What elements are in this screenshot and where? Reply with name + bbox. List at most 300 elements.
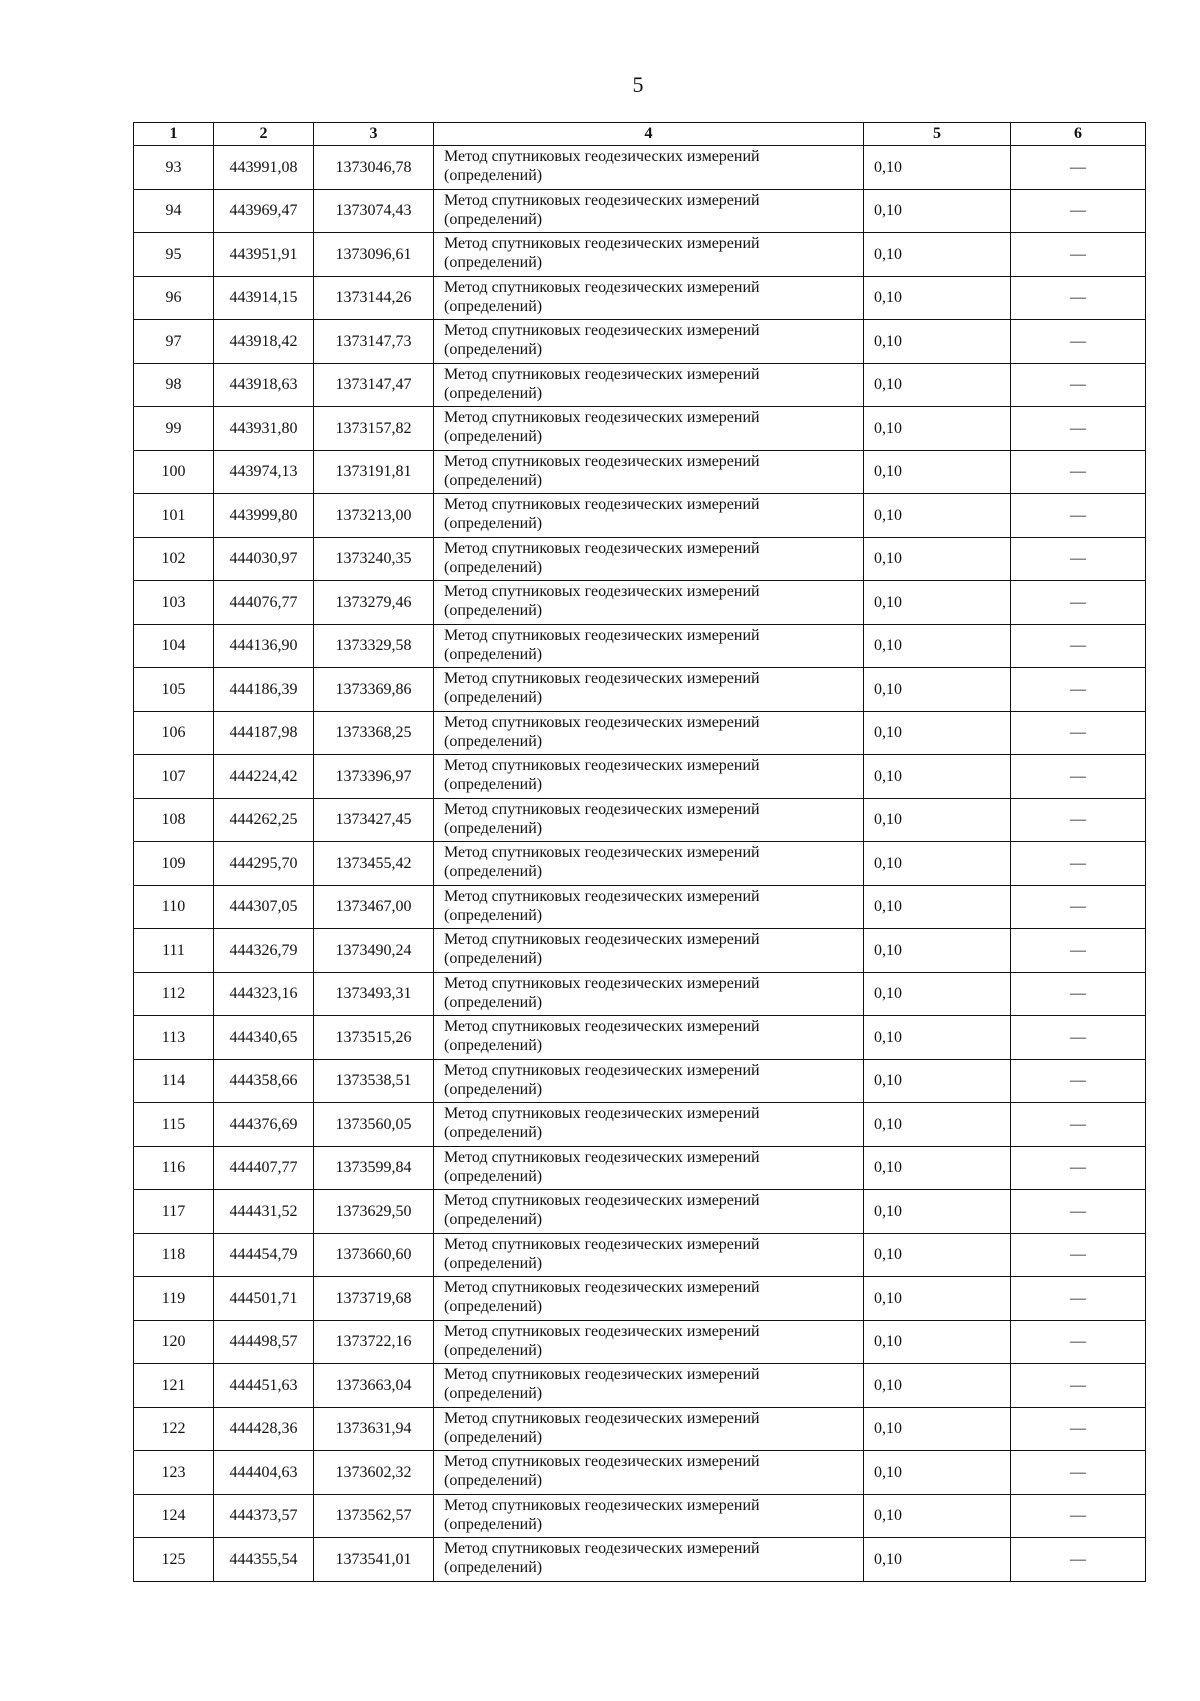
coordinate-y: 1373240,35: [314, 537, 434, 581]
method-text-line2: (определений): [444, 1341, 543, 1359]
accuracy-value: 0,10: [864, 450, 1011, 494]
coordinate-x: 443951,91: [214, 233, 314, 277]
table-row: [134, 494, 1146, 538]
method-cell: [434, 1364, 864, 1408]
column-header-5: 5: [864, 123, 1011, 146]
method-cell: [434, 1277, 864, 1321]
method-text-line2: (определений): [444, 558, 543, 576]
accuracy-value: 0,10: [864, 1190, 1011, 1234]
table-header: [134, 123, 1146, 146]
accuracy-value: 0,10: [864, 363, 1011, 407]
method-cell: [434, 842, 864, 886]
note-dash: —: [1011, 842, 1146, 886]
table-row: [134, 711, 1146, 755]
coordinate-y: 1373663,04: [314, 1364, 434, 1408]
coordinate-y: 1373046,78: [314, 146, 434, 190]
method-text-line1: Метод спутниковых геодезических измерений: [444, 1105, 760, 1122]
note-dash: —: [1011, 929, 1146, 973]
method-cell: [434, 1538, 864, 1582]
coordinate-x: 444498,57: [214, 1320, 314, 1364]
coordinate-x: 444451,63: [214, 1364, 314, 1408]
table-row: [134, 1190, 1146, 1234]
coordinate-y: 1373490,24: [314, 929, 434, 973]
note-dash: —: [1011, 320, 1146, 364]
point-number: 109: [134, 842, 214, 886]
method-text-line1: Метод спутниковых геодезических измерений: [444, 1322, 760, 1340]
method-text-line2: (определений): [444, 906, 543, 924]
method-text-line1: Метод спутниковых геодезических измерений: [444, 452, 760, 470]
coordinate-x: 444187,98: [214, 711, 314, 755]
point-number: 120: [134, 1320, 214, 1364]
accuracy-value: 0,10: [864, 1103, 1011, 1147]
method-cell: [434, 1190, 864, 1234]
coordinate-y: 1373191,81: [314, 450, 434, 494]
accuracy-value: 0,10: [864, 798, 1011, 842]
point-number: 94: [134, 189, 214, 233]
coordinate-x: 443991,08: [214, 146, 314, 190]
point-number: 119: [134, 1277, 214, 1321]
table-row: [134, 581, 1146, 625]
coordinate-x: 443918,42: [214, 320, 314, 364]
coordinate-y: 1373147,47: [314, 363, 434, 407]
note-dash: —: [1011, 494, 1146, 538]
point-number: 102: [134, 537, 214, 581]
method-cell: [434, 450, 864, 494]
method-cell: [434, 668, 864, 712]
accuracy-value: 0,10: [864, 1407, 1011, 1451]
coordinate-y: 1373493,31: [314, 972, 434, 1016]
coordinate-x: 444340,65: [214, 1016, 314, 1060]
table-row: [134, 798, 1146, 842]
coordinate-x: 444431,52: [214, 1190, 314, 1234]
method-cell: [434, 1494, 864, 1538]
method-text-line1: Метод спутниковых геодезических измерений: [444, 1192, 760, 1209]
method-text-line1: Метод спутниковых геодезических измерений: [444, 539, 760, 557]
coordinate-y: 1373396,97: [314, 755, 434, 799]
method-text-line2: (определений): [444, 471, 543, 489]
accuracy-value: 0,10: [864, 1233, 1011, 1277]
table-row: [134, 407, 1146, 451]
note-dash: —: [1011, 450, 1146, 494]
table-row: [134, 363, 1146, 407]
accuracy-value: 0,10: [864, 320, 1011, 364]
method-text-line2: (определений): [444, 384, 543, 402]
method-text-line1: Метод спутниковых геодезических измерений: [444, 800, 760, 818]
table-row: [134, 1451, 1146, 1495]
note-dash: —: [1011, 668, 1146, 712]
note-dash: —: [1011, 1407, 1146, 1451]
point-number: 114: [134, 1059, 214, 1103]
coordinate-y: 1373562,57: [314, 1494, 434, 1538]
coordinate-y: 1373157,82: [314, 407, 434, 451]
coordinate-y: 1373541,01: [314, 1538, 434, 1582]
method-text-line2: (определений): [444, 210, 543, 228]
point-number: 125: [134, 1538, 214, 1582]
method-text-line2: (определений): [444, 1124, 543, 1141]
note-dash: —: [1011, 1233, 1146, 1277]
coordinate-x: 444373,57: [214, 1494, 314, 1538]
note-dash: —: [1011, 1190, 1146, 1234]
accuracy-value: 0,10: [864, 624, 1011, 668]
note-dash: —: [1011, 581, 1146, 625]
table-row: [134, 1494, 1146, 1538]
note-dash: —: [1011, 711, 1146, 755]
coordinate-y: 1373560,05: [314, 1103, 434, 1147]
column-header-6: 6: [1011, 123, 1146, 146]
point-number: 110: [134, 885, 214, 929]
table-row: [134, 1233, 1146, 1277]
method-text-line2: (определений): [444, 602, 543, 619]
point-number: 101: [134, 494, 214, 538]
coordinate-y: 1373631,94: [314, 1407, 434, 1451]
column-header-4: 4: [434, 123, 864, 146]
coordinate-y: 1373719,68: [314, 1277, 434, 1321]
note-dash: —: [1011, 1364, 1146, 1408]
coordinate-x: 444501,71: [214, 1277, 314, 1321]
note-dash: —: [1011, 1494, 1146, 1538]
method-cell: [434, 494, 864, 538]
table-row: [134, 146, 1146, 190]
table-row: [134, 276, 1146, 320]
point-number: 123: [134, 1451, 214, 1495]
point-number: 105: [134, 668, 214, 712]
accuracy-value: 0,10: [864, 1059, 1011, 1103]
table-row: [134, 1016, 1146, 1060]
table-row: [134, 1103, 1146, 1147]
point-number: 113: [134, 1016, 214, 1060]
method-text-line2: (определений): [444, 863, 543, 880]
coordinate-x: 443969,47: [214, 189, 314, 233]
coordinate-x: 444136,90: [214, 624, 314, 668]
table-body: [134, 146, 1146, 1582]
point-number: 96: [134, 276, 214, 320]
coordinate-y: 1373455,42: [314, 842, 434, 886]
note-dash: —: [1011, 1146, 1146, 1190]
method-cell: [434, 1233, 864, 1277]
coordinate-x: 444428,36: [214, 1407, 314, 1451]
method-text-line2: (определений): [444, 341, 543, 358]
table-row: [134, 972, 1146, 1016]
accuracy-value: 0,10: [864, 755, 1011, 799]
accuracy-value: 0,10: [864, 1016, 1011, 1060]
coordinate-x: 444404,63: [214, 1451, 314, 1495]
method-text-line2: (определений): [444, 297, 543, 315]
method-text-line2: (определений): [444, 428, 543, 445]
note-dash: —: [1011, 407, 1146, 451]
method-text-line2: (определений): [444, 1254, 543, 1272]
method-text-line2: (определений): [444, 1559, 543, 1576]
note-dash: —: [1011, 755, 1146, 799]
note-dash: —: [1011, 1277, 1146, 1321]
coordinate-y: 1373074,43: [314, 189, 434, 233]
method-text-line1: Метод спутниковых геодезических измерений: [444, 974, 760, 992]
accuracy-value: 0,10: [864, 189, 1011, 233]
coordinate-y: 1373144,26: [314, 276, 434, 320]
accuracy-value: 0,10: [864, 537, 1011, 581]
method-text-line1: Метод спутниковых геодезических измерений: [444, 1061, 760, 1079]
coordinate-y: 1373427,45: [314, 798, 434, 842]
method-text-line1: Метод спутниковых геодезических измерений: [444, 278, 760, 296]
method-text-line1: Метод спутниковых геодезических измерений: [444, 844, 760, 861]
method-cell: [434, 1016, 864, 1060]
method-cell: [434, 320, 864, 364]
page-number: 5: [632, 72, 644, 97]
note-dash: —: [1011, 363, 1146, 407]
note-dash: —: [1011, 1538, 1146, 1582]
method-cell: [434, 1320, 864, 1364]
note-dash: —: [1011, 537, 1146, 581]
coordinate-y: 1373096,61: [314, 233, 434, 277]
coordinate-x: 444262,25: [214, 798, 314, 842]
method-text-line1: Метод спутниковых геодезических измерений: [444, 1540, 760, 1557]
point-number: 107: [134, 755, 214, 799]
method-cell: [434, 537, 864, 581]
method-text-line2: (определений): [444, 1167, 543, 1185]
point-number: 95: [134, 233, 214, 277]
coordinate-x: 444326,79: [214, 929, 314, 973]
column-header-1: 1: [134, 123, 214, 146]
method-text-line2: (определений): [444, 776, 543, 793]
table-row: [134, 1407, 1146, 1451]
coordinate-x: 443999,80: [214, 494, 314, 538]
note-dash: —: [1011, 1320, 1146, 1364]
method-cell: [434, 276, 864, 320]
method-text-line1: Метод спутниковых геодезических измерений: [444, 1409, 760, 1427]
method-text-line1: Метод спутниковых геодезических измерений: [444, 626, 760, 644]
column-header-3: 3: [314, 123, 434, 146]
note-dash: —: [1011, 146, 1146, 190]
table-row: [134, 1538, 1146, 1582]
coordinate-x: 444358,66: [214, 1059, 314, 1103]
method-text-line1: Метод спутниковых геодезических измерений: [444, 1148, 760, 1166]
method-text-line1: Метод спутниковых геодезических измерений: [444, 1279, 760, 1296]
accuracy-value: 0,10: [864, 1451, 1011, 1495]
method-text-line1: Метод спутниковых геодезических измерений: [444, 496, 760, 513]
method-text-line1: Метод спутниковых геодезических измерений: [444, 931, 760, 948]
coordinate-x: 444407,77: [214, 1146, 314, 1190]
method-cell: [434, 407, 864, 451]
method-cell: [434, 146, 864, 190]
coordinate-y: 1373599,84: [314, 1146, 434, 1190]
coordinate-x: 444454,79: [214, 1233, 314, 1277]
method-text-line2: (определений): [444, 689, 543, 706]
table-row: [134, 1364, 1146, 1408]
method-text-line2: (определений): [444, 819, 543, 837]
table-row: [134, 233, 1146, 277]
method-text-line2: (определений): [444, 950, 543, 967]
coordinate-y: 1373602,32: [314, 1451, 434, 1495]
accuracy-value: 0,10: [864, 885, 1011, 929]
method-text-line2: (определений): [444, 1037, 543, 1054]
accuracy-value: 0,10: [864, 233, 1011, 277]
accuracy-value: 0,10: [864, 494, 1011, 538]
point-number: 97: [134, 320, 214, 364]
method-text-line1: Метод спутниковых геодезических измерений: [444, 148, 760, 165]
method-text-line2: (определений): [444, 993, 543, 1011]
method-text-line1: Метод спутниковых геодезических измерений: [444, 1453, 760, 1470]
coordinate-y: 1373722,16: [314, 1320, 434, 1364]
method-text-line1: Метод спутниковых геодезических измерений: [444, 1366, 760, 1383]
accuracy-value: 0,10: [864, 668, 1011, 712]
coordinate-x: 444224,42: [214, 755, 314, 799]
method-text-line1: Метод спутниковых геодезических измерений: [444, 583, 760, 600]
accuracy-value: 0,10: [864, 1364, 1011, 1408]
point-number: 106: [134, 711, 214, 755]
table-row: [134, 929, 1146, 973]
method-cell: [434, 363, 864, 407]
accuracy-value: 0,10: [864, 929, 1011, 973]
method-cell: [434, 929, 864, 973]
method-text-line1: Метод спутниковых геодезических измерений: [444, 365, 760, 383]
note-dash: —: [1011, 1451, 1146, 1495]
coordinate-y: 1373515,26: [314, 1016, 434, 1060]
note-dash: —: [1011, 624, 1146, 668]
note-dash: —: [1011, 189, 1146, 233]
note-dash: —: [1011, 1103, 1146, 1147]
point-number: 93: [134, 146, 214, 190]
method-text-line1: Метод спутниковых геодезических измерений: [444, 322, 760, 339]
coordinate-y: 1373629,50: [314, 1190, 434, 1234]
accuracy-value: 0,10: [864, 581, 1011, 625]
accuracy-value: 0,10: [864, 842, 1011, 886]
accuracy-value: 0,10: [864, 276, 1011, 320]
method-text-line1: Метод спутниковых геодезических измерений: [444, 191, 760, 209]
table-row: [134, 624, 1146, 668]
method-text-line1: Метод спутниковых геодезических измерений: [444, 1235, 760, 1253]
coordinate-x: 444295,70: [214, 842, 314, 886]
method-text-line2: (определений): [444, 1428, 543, 1446]
coordinate-y: 1373369,86: [314, 668, 434, 712]
accuracy-value: 0,10: [864, 1146, 1011, 1190]
accuracy-value: 0,10: [864, 407, 1011, 451]
point-number: 118: [134, 1233, 214, 1277]
coordinate-x: 444030,97: [214, 537, 314, 581]
point-number: 104: [134, 624, 214, 668]
point-number: 117: [134, 1190, 214, 1234]
method-text-line2: (определений): [444, 1211, 543, 1228]
point-number: 122: [134, 1407, 214, 1451]
method-cell: [434, 189, 864, 233]
point-number: 121: [134, 1364, 214, 1408]
table-row: [134, 189, 1146, 233]
method-cell: [434, 1451, 864, 1495]
coordinate-y: 1373147,73: [314, 320, 434, 364]
method-cell: [434, 233, 864, 277]
table-row: [134, 320, 1146, 364]
method-text-line1: Метод спутниковых геодезических измерений: [444, 887, 760, 905]
method-text-line2: (определений): [444, 1080, 543, 1098]
method-text-line2: (определений): [444, 645, 543, 663]
method-text-line2: (определений): [444, 515, 543, 532]
coordinate-x: 443914,15: [214, 276, 314, 320]
point-number: 115: [134, 1103, 214, 1147]
method-text-line1: Метод спутниковых геодезических измерений: [444, 670, 760, 687]
coordinate-y: 1373279,46: [314, 581, 434, 625]
coordinates-table: [133, 122, 1146, 1582]
coordinate-x: 443918,63: [214, 363, 314, 407]
coordinate-y: 1373329,58: [314, 624, 434, 668]
point-number: 100: [134, 450, 214, 494]
method-text-line2: (определений): [444, 1385, 543, 1402]
accuracy-value: 0,10: [864, 972, 1011, 1016]
note-dash: —: [1011, 1016, 1146, 1060]
method-text-line2: (определений): [444, 254, 543, 271]
coordinate-x: 444355,54: [214, 1538, 314, 1582]
note-dash: —: [1011, 233, 1146, 277]
point-number: 108: [134, 798, 214, 842]
table-row: [134, 450, 1146, 494]
note-dash: —: [1011, 798, 1146, 842]
point-number: 98: [134, 363, 214, 407]
column-header-2: 2: [214, 123, 314, 146]
method-text-line1: Метод спутниковых геодезических измерений: [444, 1496, 760, 1514]
point-number: 124: [134, 1494, 214, 1538]
coordinate-x: 444376,69: [214, 1103, 314, 1147]
note-dash: —: [1011, 972, 1146, 1016]
method-cell: [434, 1146, 864, 1190]
point-number: 103: [134, 581, 214, 625]
accuracy-value: 0,10: [864, 1538, 1011, 1582]
coordinate-x: 443931,80: [214, 407, 314, 451]
coordinate-y: 1373660,60: [314, 1233, 434, 1277]
coordinate-x: 444186,39: [214, 668, 314, 712]
method-text-line1: Метод спутниковых геодезических измерений: [444, 757, 760, 774]
method-text-line1: Метод спутниковых геодезических измерений: [444, 713, 760, 731]
accuracy-value: 0,10: [864, 711, 1011, 755]
coordinate-x: 444076,77: [214, 581, 314, 625]
coordinate-y: 1373368,25: [314, 711, 434, 755]
method-text-line2: (определений): [444, 1472, 543, 1489]
table-row: [134, 1320, 1146, 1364]
point-number: 116: [134, 1146, 214, 1190]
table-row: [134, 668, 1146, 712]
method-cell: [434, 755, 864, 799]
method-text-line1: Метод спутниковых геодезических измерений: [444, 235, 760, 252]
accuracy-value: 0,10: [864, 1320, 1011, 1364]
point-number: 112: [134, 972, 214, 1016]
accuracy-value: 0,10: [864, 1494, 1011, 1538]
coordinate-x: 444323,16: [214, 972, 314, 1016]
method-cell: [434, 624, 864, 668]
table-row: [134, 842, 1146, 886]
method-cell: [434, 972, 864, 1016]
note-dash: —: [1011, 1059, 1146, 1103]
method-text-line2: (определений): [444, 167, 543, 184]
method-cell: [434, 581, 864, 625]
table-row: [134, 755, 1146, 799]
point-number: 99: [134, 407, 214, 451]
note-dash: —: [1011, 885, 1146, 929]
table-row: [134, 537, 1146, 581]
method-cell: [434, 711, 864, 755]
method-cell: [434, 798, 864, 842]
method-cell: [434, 1059, 864, 1103]
coordinate-y: 1373213,00: [314, 494, 434, 538]
method-cell: [434, 885, 864, 929]
method-text-line1: Метод спутниковых геодезических измерений: [444, 409, 760, 426]
table-row: [134, 885, 1146, 929]
coordinate-x: 444307,05: [214, 885, 314, 929]
note-dash: —: [1011, 276, 1146, 320]
method-text-line2: (определений): [444, 1515, 543, 1533]
table-row: [134, 1146, 1146, 1190]
accuracy-value: 0,10: [864, 1277, 1011, 1321]
table-row: [134, 1059, 1146, 1103]
header-row: [134, 123, 1146, 146]
method-cell: [434, 1407, 864, 1451]
method-text-line1: Метод спутниковых геодезических измерений: [444, 1018, 760, 1035]
method-text-line2: (определений): [444, 1298, 543, 1315]
